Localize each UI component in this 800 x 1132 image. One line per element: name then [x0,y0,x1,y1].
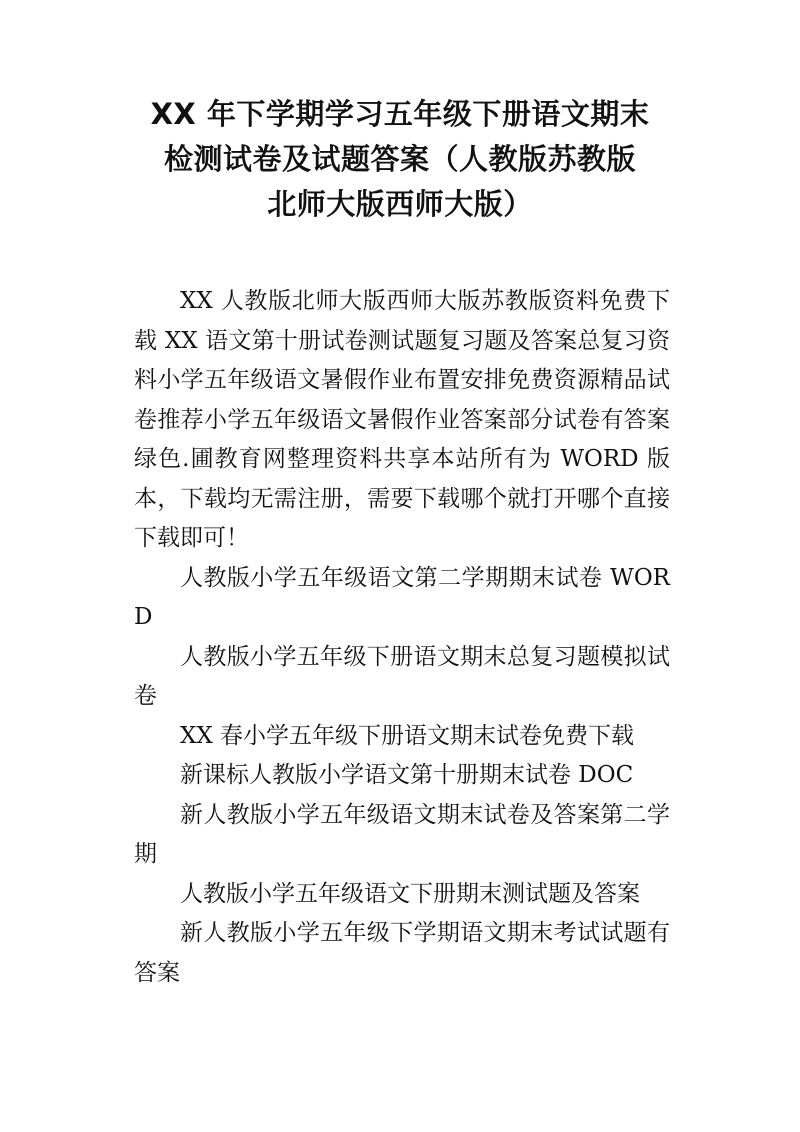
title-line-2: 检测试卷及试题答案（人教版苏教版 [163,142,636,176]
list-item: XX 春小学五年级下册语文期末试卷免费下载 [180,722,635,749]
list-item: 人教版小学五年级下册语文期末总复习题模拟试卷 [134,643,670,709]
document-body [134,282,670,993]
list-item: 新人教版小学五年级下学期语文期末考试试题有答案 [134,920,670,986]
intro-paragraph: XX 人教版北师大版西师大版苏教版资料免费下载 XX 语文第十册试卷测试题复习题及答案总复习资料小学五年级语文暑假作业布置安排免费资源精品试卷推荐小学五年级语文暑假作业答案部分试卷有答案绿色.圃教育网整理资料共享本站所有为 WORD 版本，下载均无需注册，需要下载哪个就打开哪个直接下载即可！ [134,288,670,551]
document-title [120,92,680,227]
title-line-3: 北师大版西师大版） [267,187,533,221]
title-line-1: XX 年下学期学习五年级下册语文期末 [150,97,650,131]
list-item: 新人教版小学五年级语文期末试卷及答案第二学期 [134,801,670,867]
list-item: 人教版小学五年级语文第二学期期末试卷 WORD [134,564,670,630]
list-item: 新课标人教版小学语文第十册期末试卷 DOC [180,762,634,788]
list-item: 人教版小学五年级语文下册期末测试题及答案 [180,880,640,907]
